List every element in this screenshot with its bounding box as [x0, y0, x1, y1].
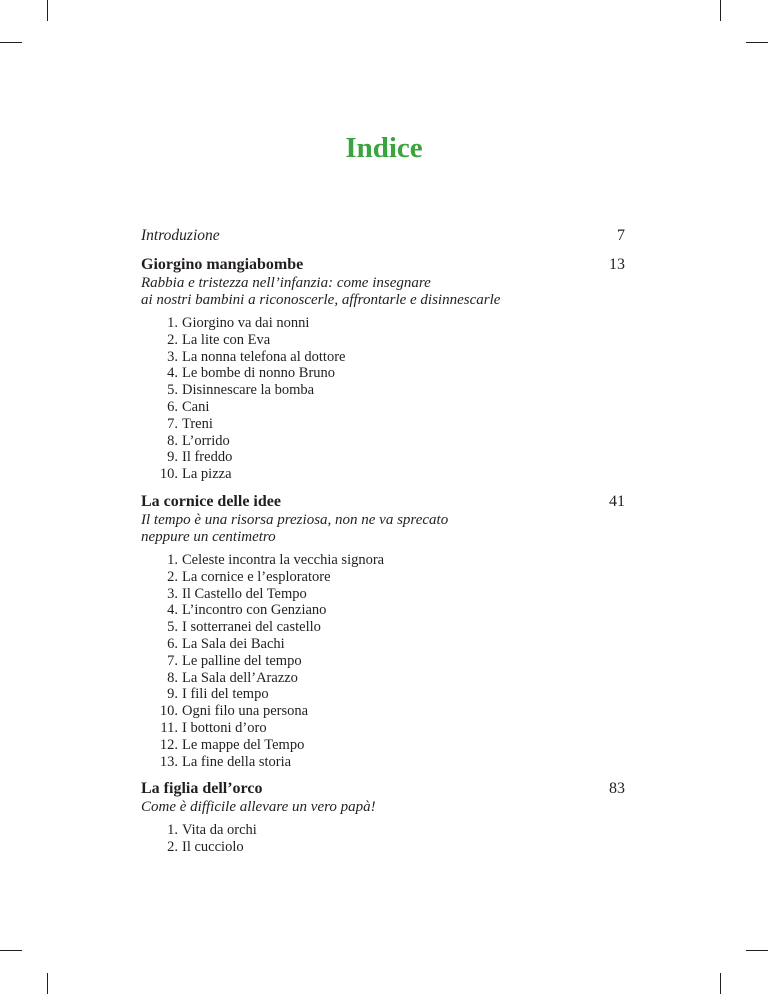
chapter-title: La Sala dell’Arazzo [182, 669, 298, 686]
crop-mark-bottom-left-vertical [47, 973, 48, 994]
crop-mark-bottom-right-vertical [720, 973, 721, 994]
section-page: 41 [609, 492, 625, 510]
crop-mark-top-right-vertical [720, 0, 721, 21]
chapter-number: 9. [167, 449, 178, 466]
toc-intro-label: Introduzione [141, 227, 220, 244]
crop-mark-top-left-horizontal [0, 42, 22, 43]
chapter-item [141, 315, 625, 332]
chapter-list [141, 552, 625, 770]
chapter-number: 2. [167, 839, 178, 856]
chapter-title: Celeste incontra la vecchia signora [182, 551, 385, 568]
chapter-item [141, 720, 625, 737]
chapter-number: 12. [159, 736, 178, 753]
toc-section [141, 492, 625, 770]
section-page: 13 [609, 256, 625, 273]
chapter-title: Il freddo [182, 449, 233, 466]
chapter-item [141, 449, 625, 466]
chapter-title: Giorgino va dai nonni [182, 315, 310, 331]
chapter-number: 9. [167, 686, 178, 703]
chapter-title: La Sala dei Bachi [182, 635, 285, 652]
chapter-number: 1. [167, 551, 178, 568]
chapter-title: La fine della storia [182, 753, 292, 770]
section-subtitle-line: Rabbia e tristezza nell’infanzia: come insegnare [141, 275, 431, 291]
chapter-title: I bottoni d’oro [182, 719, 267, 736]
chapter-title: La lite con Eva [182, 331, 271, 348]
chapter-title: I fili del tempo [182, 686, 269, 703]
toc-intro-row [141, 224, 625, 248]
section-page: 83 [609, 780, 625, 798]
chapter-number: 6. [167, 398, 178, 415]
section-subtitle-line: ai nostri bambini a riconoscerle, affrontarle e disinnescarle [141, 292, 501, 308]
chapter-number: 11. [160, 719, 178, 736]
chapter-item [141, 569, 625, 586]
chapter-item [141, 332, 625, 349]
chapter-number: 6. [167, 635, 178, 652]
section-subtitle-line: Il tempo è una risorsa preziosa, non ne va sprecato [141, 511, 449, 528]
chapter-title: I sotterranei del castello [182, 619, 321, 636]
chapter-item [141, 466, 625, 483]
chapter-number: 1. [167, 315, 178, 331]
crop-mark-bottom-right-horizontal [746, 950, 768, 951]
chapter-number: 3. [167, 348, 178, 365]
chapter-item [141, 670, 625, 687]
chapter-number: 8. [167, 432, 178, 449]
table-of-contents [141, 224, 625, 856]
section-subtitle-line: neppure un centimetro [141, 528, 276, 545]
chapter-item [141, 686, 625, 703]
section-title: Giorgino mangiabombe [141, 256, 304, 273]
chapter-title: Il Castello del Tempo [182, 585, 307, 602]
chapter-item [141, 822, 625, 839]
chapter-item [141, 382, 625, 399]
chapter-item [141, 433, 625, 450]
toc-intro-page: 7 [617, 227, 625, 244]
chapter-number: 4. [167, 602, 178, 619]
chapter-number: 13. [159, 753, 178, 770]
chapter-item [141, 602, 625, 619]
chapter-title: Disinnescare la bomba [182, 382, 315, 399]
chapter-number: 2. [167, 568, 178, 585]
chapter-number: 10. [159, 466, 178, 483]
chapter-number: 2. [167, 331, 178, 348]
chapter-item [141, 653, 625, 670]
chapter-title: Vita da orchi [182, 822, 257, 839]
chapter-title: La pizza [182, 466, 232, 483]
chapter-item [141, 839, 625, 856]
toc-section [141, 255, 625, 483]
crop-mark-bottom-left-horizontal [0, 950, 22, 951]
chapter-item [141, 586, 625, 603]
chapter-title: La nonna telefona al dottore [182, 348, 346, 365]
chapter-number: 10. [159, 703, 178, 720]
crop-mark-top-right-horizontal [746, 42, 768, 43]
chapter-item [141, 737, 625, 754]
chapter-title: Ogni filo una persona [182, 703, 309, 720]
chapter-item [141, 636, 625, 653]
chapter-title: Cani [182, 398, 210, 415]
chapter-title: Le palline del tempo [182, 652, 302, 669]
chapter-number: 5. [167, 382, 178, 399]
chapter-title: Le mappe del Tempo [182, 736, 305, 753]
chapter-item [141, 619, 625, 636]
toc-section [141, 779, 625, 856]
chapter-number: 8. [167, 669, 178, 686]
chapter-number: 3. [167, 585, 178, 602]
chapter-title: La cornice e l’esploratore [182, 568, 331, 585]
chapter-title: Treni [182, 415, 213, 432]
section-title: La cornice delle idee [141, 492, 281, 510]
section-subtitle-line: Come è difficile allevare un vero papà! [141, 799, 376, 816]
chapter-list [141, 822, 625, 856]
chapter-title: L’orrido [182, 432, 230, 449]
chapter-number: 7. [167, 415, 178, 432]
chapter-number: 7. [167, 652, 178, 669]
chapter-item [141, 349, 625, 366]
chapter-item [141, 552, 625, 569]
chapter-list [141, 315, 625, 483]
section-title: La figlia dell’orco [141, 780, 263, 798]
chapter-title: Le bombe di nonno Bruno [182, 365, 336, 382]
chapter-item [141, 703, 625, 720]
crop-mark-top-left-vertical [47, 0, 48, 21]
chapter-item [141, 399, 625, 416]
chapter-item [141, 754, 625, 771]
chapter-title: Il cucciolo [182, 839, 244, 856]
chapter-number: 4. [167, 365, 178, 382]
chapter-item [141, 416, 625, 433]
chapter-number: 5. [167, 619, 178, 636]
chapter-item [141, 365, 625, 382]
chapter-title: L’incontro con Genziano [182, 602, 327, 619]
page-title: Indice [345, 132, 423, 164]
chapter-number: 1. [167, 822, 178, 839]
